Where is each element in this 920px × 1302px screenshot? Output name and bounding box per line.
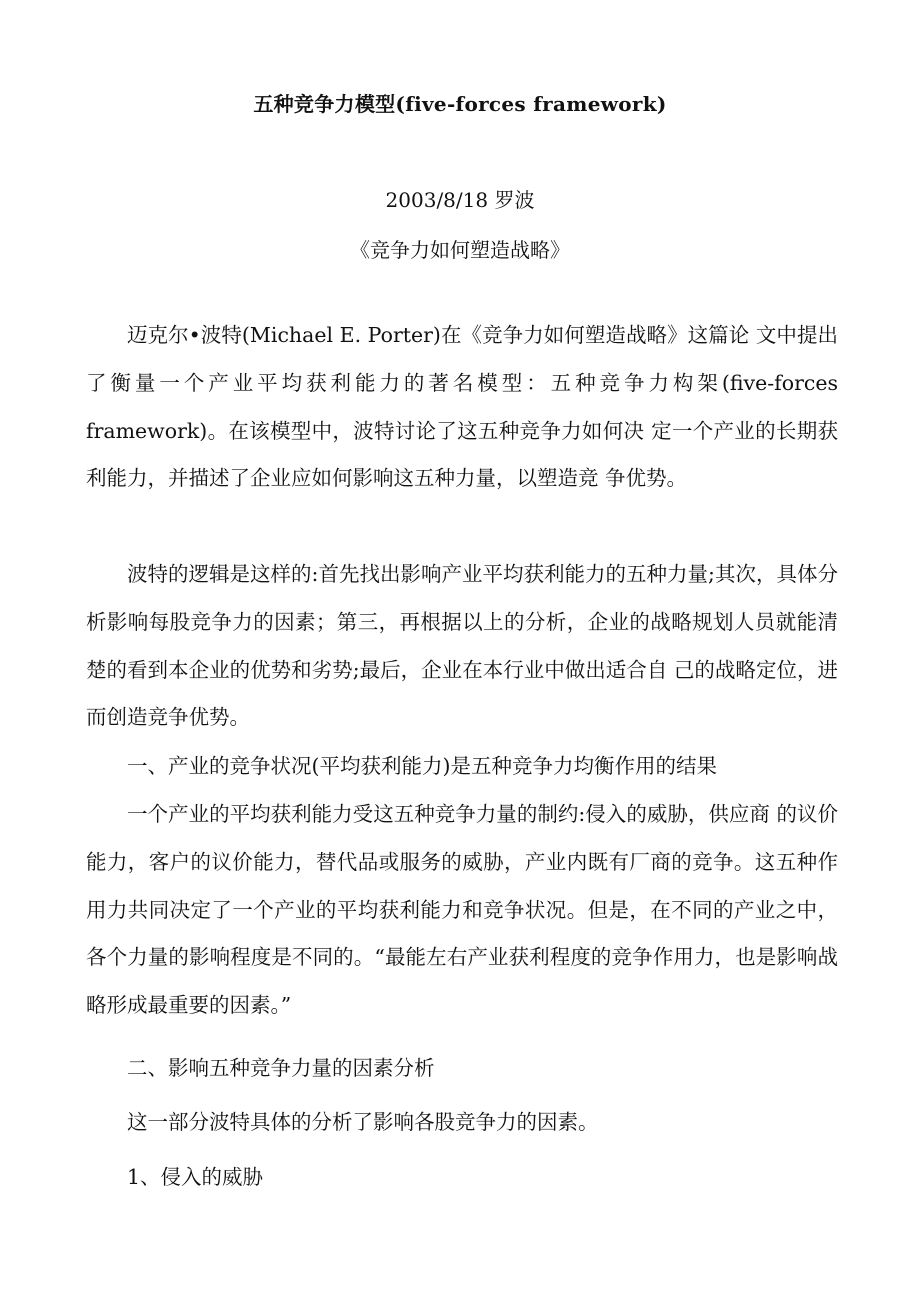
paragraph-forces: 一个产业的平均获利能力受这五种竞争力量的制约:侵入的威胁，供应商 的议价能力，客户的议价能力，替代品或服务的威胁，产业内既有厂商的竞争。这五种作用力共同决定了一个产业的平均获利能力和竞争状况。但是，在不同的产业之中，各个力量的影响程度是不同的。“最能左右产业获利程度的竞争作用力，也是影响战略形成最重要的因素。” [86,802,838,1018]
source-title: 《竞争力如何塑造战略》 [350,238,570,262]
section-heading-1: 一、产业的竞争状况(平均获利能力)是五种竞争力均衡作用的结果 [127,754,717,778]
subsection-heading-1: 1、侵入的威胁 [127,1165,264,1189]
document-title: 五种竞争力模型(five-forces framework) [253,92,667,116]
paragraph-intro: 迈克尔•波特(Michael E. Porter)在《竞争力如何塑造战略》这篇论 文中提出了衡量一个产业平均获利能力的著名模型：五种竞争力构架(five-forces framework)。在该模型中，波特讨论了这五种竞争力如何决 定一个产业的长期获利能力，并描述了企业应如何影响这五种力量，以塑造竞 争优势。 [86,323,838,491]
paragraph-analysis: 这一部分波特具体的分析了影响各股竞争力的因素。 [127,1110,599,1134]
section-heading-2: 二、影响五种竞争力量的因素分析 [127,1056,435,1080]
date-author-line: 2003/8/18 罗波 [385,188,535,212]
paragraph-logic: 波特的逻辑是这样的:首先找出影响产业平均获利能力的五种力量;其次，具体分析影响每股竞争力的因素；第三，再根据以上的分析，企业的战略规划人员就能清楚的看到本企业的优势和劣势;最后，企业在本行业中做出适合自 己的战略定位，进而创造竞争优势。 [86,562,838,730]
